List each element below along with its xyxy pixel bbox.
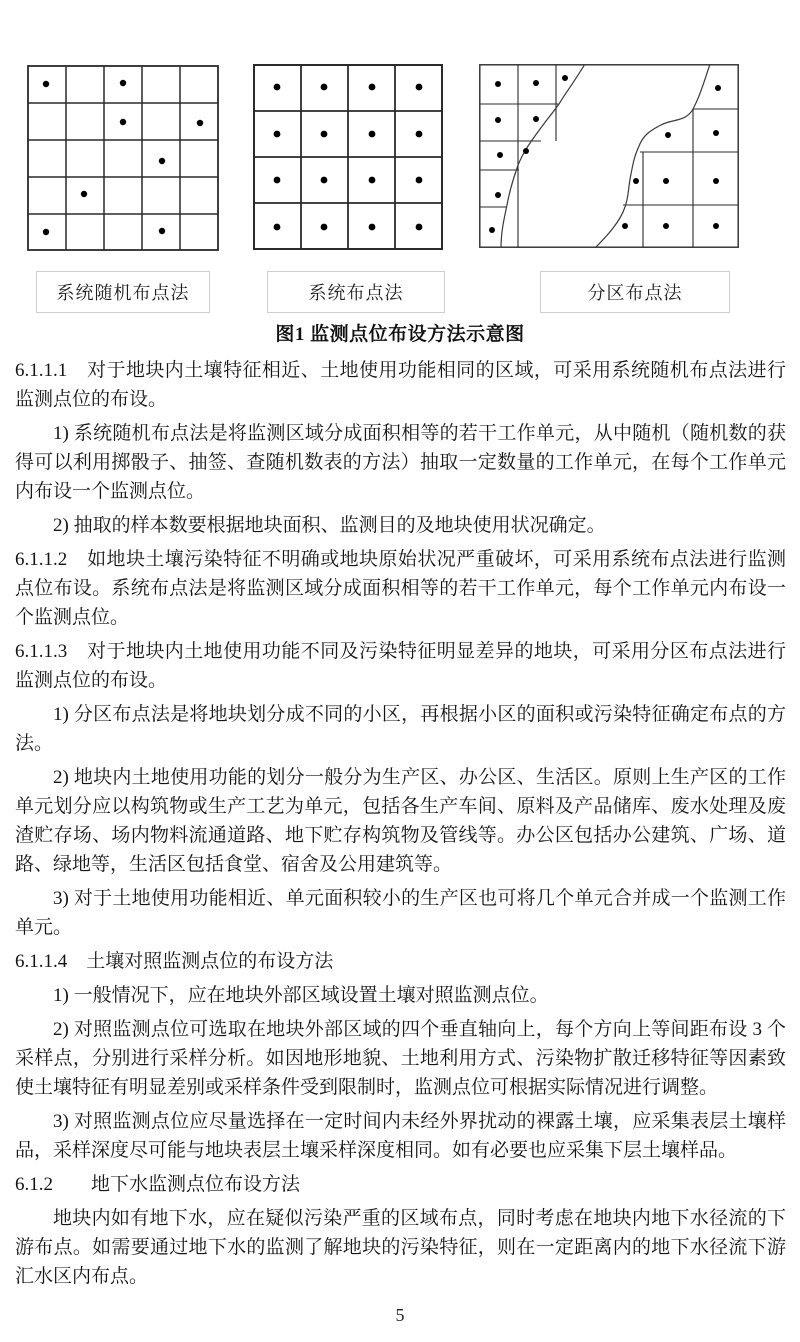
monitoring-point-dot <box>321 84 328 91</box>
monitoring-point-dot <box>369 224 376 231</box>
monitoring-point-dot <box>159 158 165 164</box>
para-6-1-1-4-item-2: 2) 对照监测点位可选取在地块外部区域的四个垂直轴向上，每个方向上等间距布设 3 个采样点，分别进行采样分析。如因地形地貌、土地利用方式、污染物扩散迁移特征等因素致使土壤特征有明显差别或采样条件受到限制时，监测点位可根据实际情况进行调整。 <box>15 1019 786 1098</box>
monitoring-point-dot <box>416 224 423 231</box>
monitoring-point-dot <box>489 227 495 233</box>
systematic-grid-svg <box>253 64 443 250</box>
monitoring-point-dot <box>43 81 49 87</box>
monitoring-point-dot <box>663 178 669 184</box>
monitoring-point-dot <box>495 192 501 198</box>
monitoring-point-dot <box>120 119 126 125</box>
monitoring-point-dot <box>321 131 328 138</box>
monitoring-point-dot <box>533 80 539 86</box>
zone-boundary-left-curve <box>501 64 585 248</box>
monitoring-point-dot <box>622 223 628 229</box>
diagram-systematic-random-grid <box>27 65 219 251</box>
figure-label-systematic-random: 系统随机布点法 <box>36 271 210 313</box>
monitoring-point-dot <box>497 152 503 158</box>
document-body <box>15 356 786 1296</box>
monitoring-point-dot <box>416 131 423 138</box>
figure-caption: 图1 监测点位布设方法示意图 <box>275 324 525 345</box>
monitoring-point-dot <box>713 178 719 184</box>
diagram-zoned-grid <box>479 64 739 248</box>
page-number: 5 <box>395 1305 405 1325</box>
heading-6-1-2: 6.1.2 地下水监测点位布设方法 <box>15 1174 301 1195</box>
systematic-random-grid-svg <box>27 65 219 251</box>
monitoring-point-dot <box>523 148 529 154</box>
zoned-grid-svg <box>479 64 739 248</box>
figure-label-systematic: 系统布点法 <box>267 271 445 313</box>
monitoring-point-dot <box>81 191 87 197</box>
monitoring-point-dot <box>562 75 568 81</box>
monitoring-point-dot <box>369 131 376 138</box>
figure-label-zoned: 分区布点法 <box>540 271 730 313</box>
monitoring-point-dot <box>274 84 281 91</box>
monitoring-point-dot <box>533 116 539 122</box>
para-6-1-1-4-item-1: 1) 一般情况下，应在地块外部区域设置土壤对照监测点位。 <box>53 985 549 1006</box>
para-6-1-1-3: 6.1.1.3 对于地块内土地使用功能不同及污染特征明显差异的地块，可采用分区布点法进行监测点位的布设。 <box>15 641 786 691</box>
para-6-1-1-3-item-1: 1) 分区布点法是将地块划分成不同的小区，再根据小区的面积或污染特征确定布点的方法。 <box>15 704 786 754</box>
monitoring-point-dot <box>197 120 203 126</box>
heading-6-1-1-4: 6.1.1.4 土壤对照监测点位的布设方法 <box>15 951 334 972</box>
monitoring-point-dot <box>274 224 281 231</box>
para-6-1-1-2: 6.1.1.2 如地块土壤污染特征不明确或地块原始状况严重破坏，可采用系统布点法进行监测点位布设。系统布点法是将监测区域分成面积相等的若干工作单元，每个工作单元内布设一个监测点位。 <box>15 549 786 628</box>
monitoring-point-dot <box>633 178 639 184</box>
monitoring-point-dot <box>715 85 721 91</box>
monitoring-point-dot <box>713 130 719 136</box>
monitoring-point-dot <box>665 132 671 138</box>
monitoring-point-dot <box>663 223 669 229</box>
monitoring-point-dot <box>416 177 423 184</box>
figure-1 <box>0 0 800 350</box>
monitoring-point-dot <box>321 177 328 184</box>
monitoring-point-dot <box>495 117 501 123</box>
monitoring-point-dot <box>120 80 126 86</box>
diagram-systematic-grid <box>253 64 443 250</box>
monitoring-point-dot <box>159 228 165 234</box>
monitoring-point-dot <box>274 177 281 184</box>
monitoring-point-dot <box>369 84 376 91</box>
monitoring-point-dot <box>321 224 328 231</box>
monitoring-point-dot <box>274 131 281 138</box>
monitoring-point-dot <box>416 84 423 91</box>
para-6-1-1-3-item-2: 2) 地块内土地使用功能的划分一般分为生产区、办公区、生活区。原则上生产区的工作单元划分应以构筑物或生产工艺为单元，包括各生产车间、原料及产品储库、废水处理及废渣贮存场、场内物料流通道路、地下贮存构筑物及管线等。办公区包括办公建筑、广场、道路、绿地等，生活区包括食堂、宿舍及公用建筑等。 <box>15 767 786 875</box>
para-6-1-1-3-item-3: 3) 对于土地使用功能相近、单元面积较小的生产区也可将几个单元合并成一个监测工作单元。 <box>15 888 786 938</box>
para-6-1-1-1-item-1: 1) 系统随机布点法是将监测区域分成面积相等的若干工作单元，从中随机（随机数的获得可以利用掷骰子、抽签、查随机数表的方法）抽取一定数量的工作单元，在每个工作单元内布设一个监测点位。 <box>15 423 786 502</box>
monitoring-point-dot <box>495 81 501 87</box>
monitoring-point-dot <box>43 229 49 235</box>
para-6-1-2-body: 地块内如有地下水，应在疑似污染严重的区域布点，同时考虑在地块内地下水径流的下游布点。如需要通过地下水的监测了解地块的污染特征，则在一定距离内的地下水径流下游汇水区内布点。 <box>15 1208 786 1287</box>
para-6-1-1-1-item-2: 2) 抽取的样本数要根据地块面积、监测目的及地块使用状况确定。 <box>53 515 606 536</box>
monitoring-point-dot <box>713 223 719 229</box>
monitoring-point-dot <box>369 177 376 184</box>
para-6-1-1-4-item-3: 3) 对照监测点位应尽量选择在一定时间内未经外界扰动的裸露土壤，应采集表层土壤样品，采样深度尽可能与地块表层土壤采样深度相同。如有必要也应采集下层土壤样品。 <box>15 1111 786 1161</box>
para-6-1-1-1: 6.1.1.1 对于地块内土壤特征相近、土地使用功能相同的区域，可采用系统随机布点法进行监测点位的布设。 <box>15 360 786 410</box>
